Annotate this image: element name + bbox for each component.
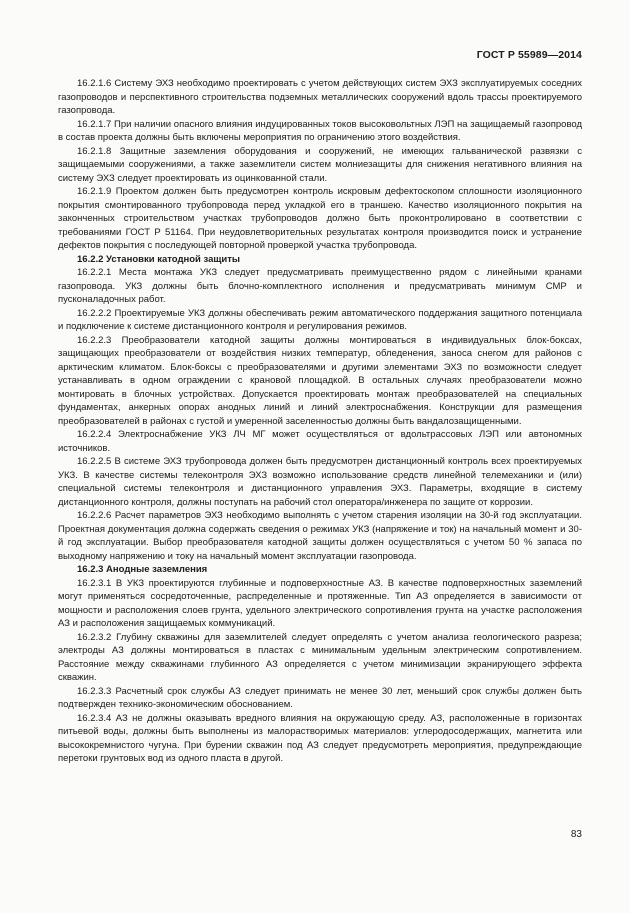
paragraph: 16.2.2.1 Места монтажа УКЗ следует предусматривать преимущественно рядом с линейными кранами газопровода. УКЗ должны быть блочно-комплектного исполнения и предусматривать минимум СМР и пусконаладочных работ.	[58, 267, 582, 305]
paragraph: 16.2.1.6 Систему ЭХЗ необходимо проектировать с учетом действующих систем ЭХЗ эксплуатируемых соседних газопроводов и перспективного строительства подземных металлических сооружений вдоль трассы проектируемого газопровода.	[58, 78, 582, 116]
document-id: ГОСТ Р 55989—2014	[476, 49, 582, 61]
paragraph: 16.2.3.2 Глубину скважины для заземлителей следует определять с учетом анализа геологического разреза; электроды АЗ должны монтироваться в пластах с минимальным удельным электрическим сопротивлением. Расстояние между скважинами глубинного АЗ определяется с учетом минимизации экранирующего эффекта скважин.	[58, 631, 582, 683]
paragraph: 16.2.2.4 Электроснабжение УКЗ ЛЧ МГ может осуществляться от вдольтрассовых ЛЭП или автономных источников.	[58, 429, 582, 454]
paragraph: 16.2.2.6 Расчет параметров ЭХЗ необходимо выполнять с учетом старения изоляции на 30-й год эксплуатации. Проектная документация должна содержать сведения о режимах УКЗ (напряжение и ток) на начальный момент и 30-й год эксплуатации. Выбор преобразователя катодной защиты должен осуществляться с учетом 50 % запаса по выходному напряжению и току на начальный момент эксплуатации газопровода.	[58, 510, 582, 562]
section-heading: 16.2.2 Установки катодной защиты	[77, 253, 240, 265]
document-body	[58, 77, 582, 766]
paragraph: 16.2.3.1 В УКЗ проектируются глубинные и подповерхностные АЗ. В качестве подповерхностных заземлений могут применяться сосредоточенные, распределенные и протяженные. Тип АЗ определяется в зависимости от мощности и расположения слоев грунта, удельного электрического сопротивления грунта на участке расположения АЗ и расположения защищаемых коммуникаций.	[58, 577, 582, 629]
paragraph: 16.2.3.4 АЗ не должны оказывать вредного влияния на окружающую среду. АЗ, расположенные в горизонтах питьевой воды, должны быть выполнены из малорастворимых материалов: углеродосодержащих, магнетита или высококремнистого чугуна. При бурении скважин под АЗ следует предусмотреть мероприятия, предупреждающие перетоки грунтовых вод из одного пласта в другой.	[58, 712, 582, 764]
paragraph: 16.2.2.3 Преобразователи катодной защиты должны монтироваться в индивидуальных блок-боксах, защищающих преобразователи от воздействия низких температур, обледенения, заноса снегом для районов с арктическим климатом. Блок-боксы с преобразователями и другими элементами ЭХЗ по возможности следует устанавливать в одном ограждении с крановой площадкой. В остальных случаях преобразователи можно монтировать в блочных устройствах. Допускается проектировать монтаж преобразователей на специальных фундаментах, анкерных опорах анодных линий и линий электроснабжения. Конструкции для размещения преобразователей в районах с густой и умеренной заселенностью должны быть вандалозащищенными.	[58, 334, 582, 427]
paragraph: 16.2.2.2 Проектируемые УКЗ должны обеспечивать режим автоматического поддержания защитного потенциала и подключение к системе дистанционного контроля и регулирования режимов.	[58, 307, 582, 332]
paragraph: 16.2.1.7 При наличии опасного влияния индуцированных токов высоковольтных ЛЭП на защищаемый газопровод в состав проекта должны быть включены мероприятия по ограничению этого воздействия.	[58, 118, 582, 143]
page-number: 83	[570, 829, 582, 840]
section-heading: 16.2.3 Анодные заземления	[77, 564, 208, 575]
paragraph: 16.2.3.3 Расчетный срок службы АЗ следует принимать не менее 30 лет, меньший срок службы должен быть подтвержден технико-экономическим обоснованием.	[58, 685, 582, 710]
paragraph: 16.2.2.5 В системе ЭХЗ трубопровода должен быть предусмотрен дистанционный контроль всех проектируемых УКЗ. В качестве системы телеконтроля ЭХЗ возможно использование средств линейной телемеханики и (или) специальной системы телеконтроля и дистанционного управления ЭХЗ. Параметры, входящие в систему дистанционного контроля, должны поступать на рабочий стол оператора/инженера по защите от коррозии.	[58, 456, 582, 508]
paragraph: 16.2.1.9 Проектом должен быть предусмотрен контроль искровым дефектоскопом сплошности изоляционного покрытия смонтированного трубопровода перед укладкой его в траншею. Качество изоляционного покрытия на законченных строительством участках трубопроводов должно быть проконтролировано в соответствии с требованиями ГОСТ Р 51164. При неудовлетворительных результатах контроля производится поиск и устранение дефектов покрытия с последующей повторной проверкой участка трубопровода.	[58, 186, 582, 251]
paragraph: 16.2.1.8 Защитные заземления оборудования и сооружений, не имеющих гальванической развязки с защищаемыми сооружениями, а также заземлители систем молниезащиты для снижения негативного влияния на систему ЭХЗ следует проектировать из оцинкованной стали.	[58, 145, 582, 184]
